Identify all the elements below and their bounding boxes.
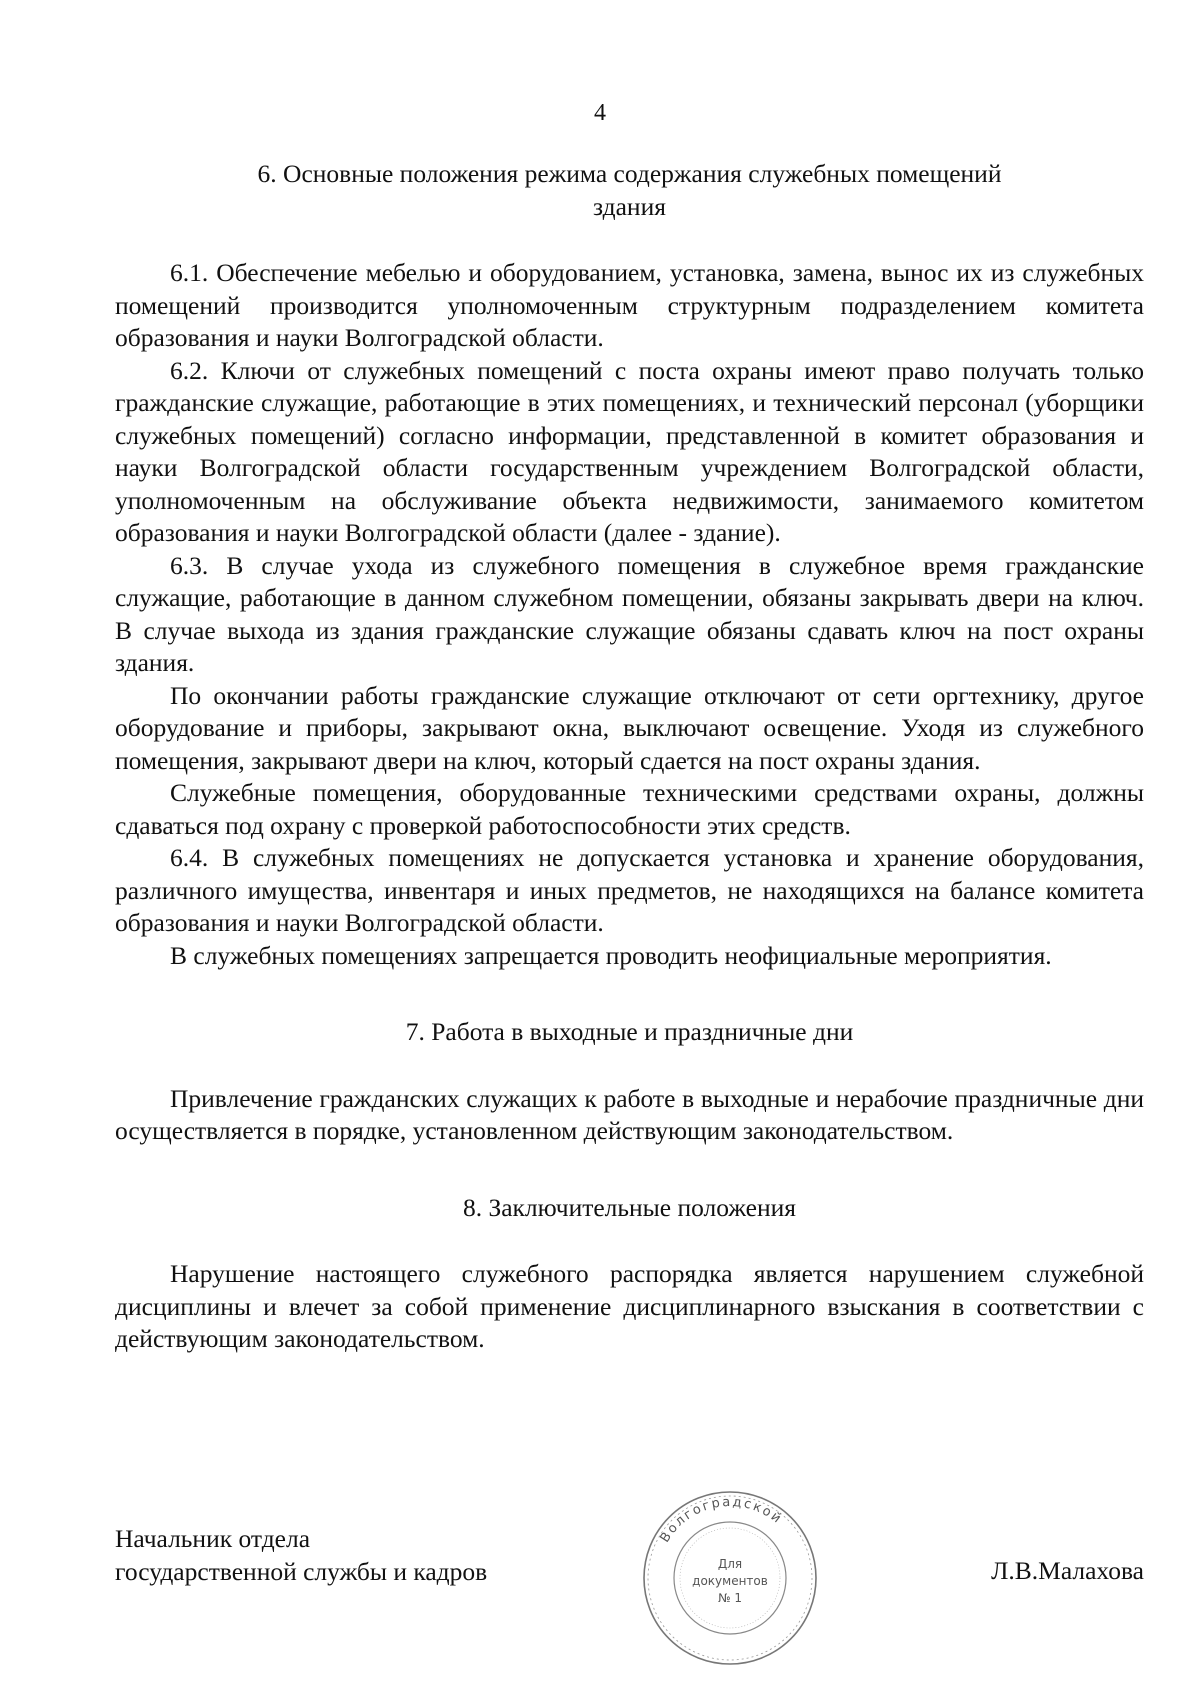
paragraph-6-3-end-of-work: По окончании работы гражданские служащие отключают от сети оргтехнику, другое оборудование и приборы, закрывают окна, выключают освещение. Уходя из служебного помещения, закрывают двери на ключ, который сдается на пост охраны здания. [115,680,1144,775]
page-number: 4 [594,100,606,126]
paragraph-6-3: 6.3. В случае ухода из служебного помещения в служебное время гражданские служащие, работающие в данном служебном помещении, обязаны закрывать двери на ключ. В случае выхода из здания гражданские служащие обязаны сдавать ключ на пост охраны здания. [115,550,1144,677]
section-6-heading-line1: 6. Основные положения режима содержания служебных помещений [257,159,1002,188]
paragraph-6-4-events: В служебных помещениях запрещается проводить неофициальные мероприятия. [170,940,1052,970]
stamp-center-line1: Для [717,1557,743,1571]
section-6-heading-line2: здания [593,191,666,221]
section-7-heading: 7. Работа в выходные и праздничные дни [405,1017,854,1046]
paragraph-6-2: 6.2. Ключи от служебных помещений с поста охраны имеют право получать только гражданские служащие, работающие в этих помещениях, и технический персонал (уборщики служебных помещений) согласно информации, представленной в комитет образования и науки Волгоградской области государственным учреждением Волгоградской области, уполномоченным на обслуживание объекта недвижимости, занимаемого комитетом образования и науки Волгоградской области (далее - здание). [115,355,1144,547]
paragraph-6-3-security: Служебные помещения, оборудованные техническими средствами охраны, должны сдаваться под охрану с проверкой работоспособности этих средств. [115,778,1144,840]
paragraph-6-1: 6.1. Обеспечение мебелью и оборудованием, установка, замена, вынос их из служебных помещений производится уполномоченным структурным подразделением комитета образования и науки Волгоградской области. [115,258,1144,352]
paragraph-6-4: 6.4. В служебных помещениях не допускается установка и хранение оборудования, различного имущества, инвентаря и иных предметов, не находящихся на балансе комитета образования и науки Волгоградской области. [115,843,1144,937]
signatory-name: Л.В.Малахова [991,1556,1144,1585]
stamp-center-line3: № 1 [718,1591,742,1605]
signatory-title [115,1523,487,1588]
paragraph-8: Нарушение настоящего служебного распорядка является нарушением служебной дисциплины и влечет за собой применение дисциплинарного взыскания в соответствии с действующим законодательством. [115,1259,1144,1353]
signatory-title-line1: Начальник отдела [115,1524,311,1553]
stamp-ring-text: Волгоградской [657,1494,786,1546]
paragraph-7: Привлечение гражданских служащих к работе в выходные и нерабочие праздничные дни осуществляется в порядке, установленном действующим законодательством. [115,1083,1144,1145]
section-8-heading: 8. Заключительные положения [462,1192,797,1222]
official-stamp [640,1488,820,1668]
stamp-center-line2: документов [692,1574,768,1588]
document-body [115,158,1144,1356]
section-6-heading [115,158,1144,223]
signatory-title-line2: государственной службы и кадров [115,1556,488,1586]
